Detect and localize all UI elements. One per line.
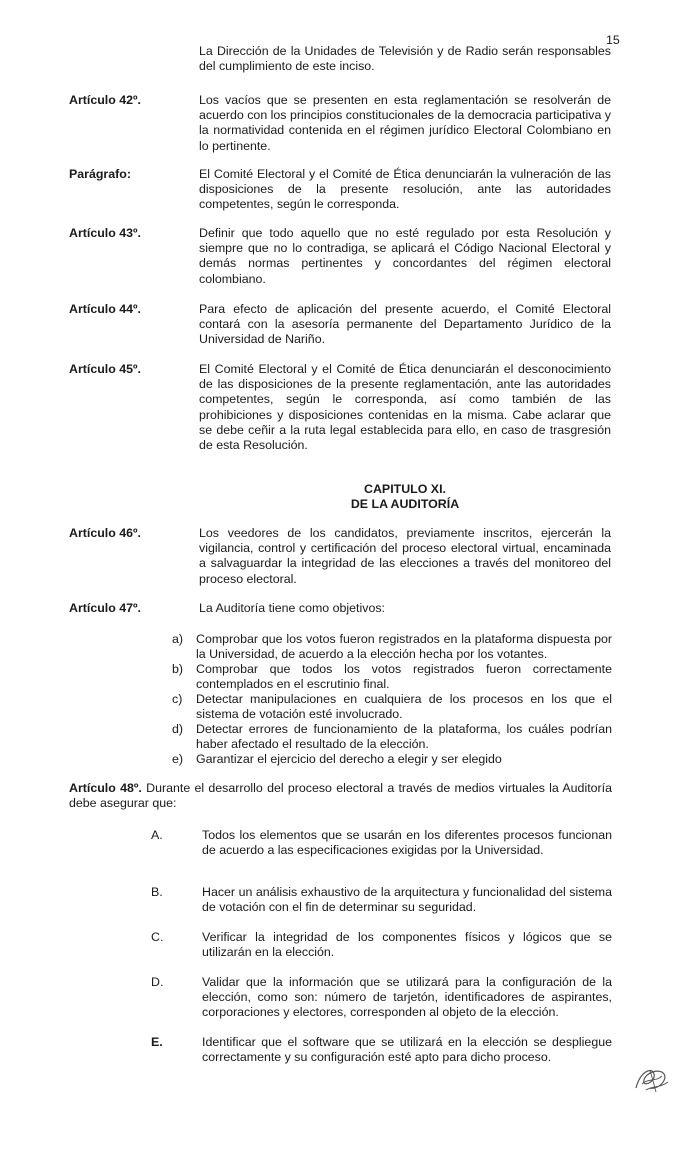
paragraph-text: El Comité Electoral y el Comité de Ética denunciarán la vulneración de las disposiciones de la presente resolución, ante las autoridades competentes, según le corresponda. — [199, 167, 611, 212]
article-48-label: Artículo 48º. — [69, 781, 142, 795]
list-item-text: Garantizar el ejercicio del derecho a elegir y ser elegido — [196, 752, 502, 766]
article-48-text: Durante el desarrollo del proceso electoral a través de medios virtuales la Auditoría debe asegurar que: — [69, 781, 612, 811]
list-item-marker: C. — [151, 930, 164, 944]
list-item-marker: A. — [151, 828, 163, 842]
article-42-text: Los vacíos que se presenten en esta reglamentación se resolverán de acuerdo con los principios constitucionales de la democracia participativa y la normatividad contenida en el régimen jurídico Electoral Colombiano en lo pertinente. — [199, 93, 611, 153]
list-item-text: Identificar que el software que se utilizará en la elección se despliegue correctamente y su configuración esté apto para dicho proceso. — [202, 1035, 612, 1065]
article-45-label: Artículo 45º. — [69, 362, 142, 376]
article-43-label: Artículo 43º. — [69, 226, 142, 240]
article-47-text: La Auditoría tiene como objetivos: — [199, 601, 385, 615]
list-item-marker: D. — [151, 975, 164, 989]
list-item-text: Comprobar que todos los votos registrados fueron correctamente contemplados en el escrutinio final. — [196, 662, 612, 692]
list-item-marker: b) — [172, 662, 184, 676]
list-item-text: Validar que la información que se utilizará para la configuración de la elección, como son: número de tarjetón, identificadores de aspirantes, corporaciones y electores, corresponden al objeto de la elección. — [202, 975, 612, 1020]
article-44-label: Artículo 44º. — [69, 302, 142, 316]
article-44-text: Para efecto de aplicación del presente acuerdo, el Comité Electoral contará con la asesoría permanente del Departamento Jurídico de la Universidad de Nariño. — [199, 302, 611, 347]
list-item-text: Hacer un análisis exhaustivo de la arquitectura y funcionalidad del sistema de votación con el fin de determinar su seguridad. — [202, 885, 612, 915]
page-number: 15 — [606, 33, 620, 47]
list-item-marker: c) — [172, 692, 183, 706]
intro-paragraph: La Dirección de la Unidades de Televisión y de Radio serán responsables del cumplimiento de este inciso. — [199, 44, 611, 74]
list-item-marker: e) — [172, 752, 184, 766]
list-item-marker: E. — [151, 1035, 163, 1049]
signature-mark — [630, 1062, 674, 1096]
list-item-marker: B. — [151, 885, 163, 899]
list-item-text: Detectar manipulaciones en cualquiera de los procesos en los que el sistema de votación esté involucrado. — [196, 692, 612, 722]
article-45-text: El Comité Electoral y el Comité de Ética denunciarán el desconocimiento de las disposiciones de la presente reglamentación, ante las autoridades competentes, según le corresponda, así como también de las prohibiciones y disposiciones contenidas en la misma. Cabe aclarar que se debe ceñir a la ruta legal establecida para ello, en caso de trasgresión de esta Resolución. — [199, 362, 611, 453]
article-46-text: Los veedores de los candidatos, previamente inscritos, ejercerán la vigilancia, control y certificación del proceso electoral virtual, encaminada a salvaguardar la integridad de las elecciones a través del monitoreo del proceso electoral. — [199, 526, 611, 586]
article-48-paragraph — [69, 781, 612, 811]
list-item-text: Todos los elementos que se usarán en los diferentes procesos funcionan de acuerdo a las especificaciones exigidas por la Universidad. — [202, 828, 612, 858]
article-47-label: Artículo 47º. — [69, 601, 142, 615]
list-item-text: Comprobar que los votos fueron registrados en la plataforma dispuesta por la Universidad, de acuerdo a la elección hecha por los votantes. — [196, 632, 612, 662]
article-46-label: Artículo 46º. — [69, 526, 142, 540]
paragraph-label: Parágrafo: — [69, 167, 131, 181]
list-item-marker: a) — [172, 632, 184, 646]
list-item-text: Verificar la integridad de los componentes físicos y lógicos que se utilizarán en la elección. — [202, 930, 612, 960]
chapter-subtitle: DE LA AUDITORÍA — [350, 497, 460, 511]
list-item-text: Detectar errores de funcionamiento de la plataforma, los cuáles podrían haber afectado el resultado de la elección. — [196, 722, 612, 752]
list-item-marker: d) — [172, 722, 184, 736]
article-43-text: Definir que todo aquello que no esté regulado por esta Resolución y siempre que no lo contradiga, se aplicará el Código Nacional Electoral y demás normas pertinentes y concordantes del régimen electoral colombiano. — [199, 226, 611, 286]
article-42-label: Artículo 42º. — [69, 93, 142, 107]
chapter-title: CAPITULO XI. — [364, 482, 446, 496]
